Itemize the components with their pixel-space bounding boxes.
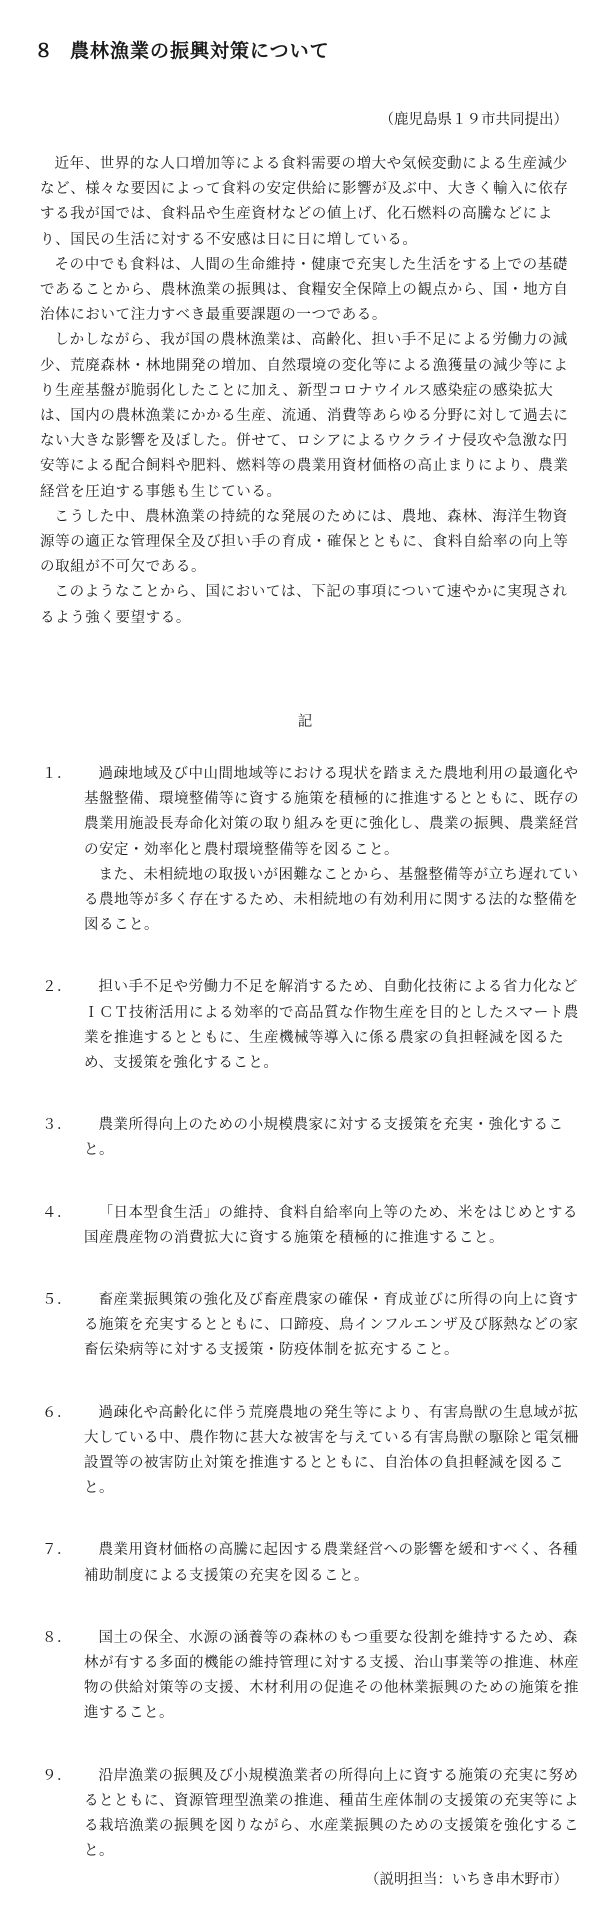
intro-section	[40, 152, 576, 631]
intro-paragraph: 近年、世界的な人口増加等による食料需要の増大や気候変動による生産減少など、様々な要因によって食料の安定供給に影響が及ぶ中、大きく輸入に依存する我が国では、食料品や生産資材などの値上げ、化石燃料の高騰などにより、国民の生活に対する不安感は日に日に増している。	[40, 156, 569, 248]
request-item	[40, 1764, 580, 1865]
item-number: ５．	[42, 1292, 72, 1309]
intro-paragraph: このようなことから、国においては、下記の事項について速やかに実現されるよう強く要望する。	[40, 584, 568, 626]
document-title	[34, 36, 330, 63]
request-item	[40, 1113, 580, 1163]
item-number: ８．	[42, 1629, 72, 1646]
request-item	[40, 1288, 580, 1364]
request-list	[40, 762, 580, 1902]
item-paragraph: 畜産業振興策の強化及び畜産農家の確保・育成並びに所得の向上に資する施策を充実するとともに、口蹄疫、鳥インフルエンザ及び豚熱などの家畜伝染病等に対する支援策・防疫体制を拡充すること。	[84, 1292, 579, 1359]
item-number: １．	[42, 766, 72, 782]
request-item	[40, 975, 580, 1076]
intro-paragraph: しかしながら、我が国の農林漁業は、高齢化、担い手不足による労働力の減少、荒廃森林・林地開発の増加、自然環境の変化等による漁獲量の減少等により生産基盤が脆弱化したことに加え、新型コロナウイルス感染症の感染拡大は、国内の農林漁業にかかる生産、流通、消費等あらゆる分野に対して過去にない大きな影響を及ぼした。併せて、ロシアによるウクライナ侵攻や急激な円安等による配合飼料や肥料、燃料等の農業用資材価格の高止まりにより、農業経営を圧迫する事態も生じている。	[40, 332, 569, 500]
item-paragraph: また、未相続地の取扱いが困難なことから、基盤整備等が立ち遅れている農地等が多く存在するため、未相続地の有効利用に関する法的な整備を図ること。	[84, 866, 579, 934]
request-item	[40, 1401, 580, 1502]
item-paragraph: 国土の保全、水源の涵養等の森林のもつ重要な役割を維持するため、森林が有する多面的機能の維持管理に対する支援、治山事業等の推進、林産物の供給対策等の支援、木材利用の促進その他林業振興のための施策を推進すること。	[84, 1629, 579, 1722]
item-paragraph: 農業用資材価格の高騰に起因する農業経営への影響を緩和すべく、各種補助制度による支援策の充実を図ること。	[84, 1542, 578, 1584]
item-number: ６．	[42, 1404, 72, 1421]
item-number: ７．	[42, 1542, 72, 1559]
title-number: ８	[34, 40, 55, 62]
item-paragraph: 過疎地域及び中山間地域等における現状を踏まえた農地利用の最適化や基盤整備、環境整備等に資する施策を積極的に推進するとともに、既存の農業用施設長寿命化対策の取り組みを更に強化し、農業の振興、農業経営の安定・効率化と農村環境整備等を図ること。	[84, 766, 579, 858]
item-number: ３．	[42, 1117, 72, 1134]
item-paragraph: 過疎化や高齢化に伴う荒廃農地の発生等により、有害鳥獣の生息域が拡大している中、農作物に甚大な被害を与えている有害鳥獣の駆除と電気柵設置等の被害防止対策を推進するとともに、自治体の負担軽減を図ること。	[84, 1404, 579, 1497]
item-paragraph: 農業所得向上のための小規模農家に対する支援策を充実・強化すること。	[84, 1117, 564, 1159]
item-number: ２．	[42, 979, 72, 996]
item-paragraph: 沿岸漁業の振興及び小規模漁業者の所得向上に資する施策の充実に努めるとともに、資源管理型漁業の推進、種苗生産体制の支援策の充実等による栽培漁業の振興を図りながら、水産業振興のための支援策を強化すること。	[84, 1767, 579, 1860]
item-paragraph: 「日本型食生活」の維持、食料自給率向上等のため、米をはじめとする国産農産物の消費拡大に資する施策を積極的に推進すること。	[84, 1204, 578, 1246]
request-item	[40, 1201, 580, 1251]
request-item	[40, 1626, 580, 1727]
intro-paragraph: こうした中、農林漁業の持続的な発展のためには、農地、森林、海洋生物資源等の適正な管理保全及び担い手の育成・確保とともに、食料自給率の向上等の取組が不可欠である。	[40, 508, 569, 576]
ki-heading: 記	[297, 714, 313, 730]
title-text: 農林漁業の振興対策について	[70, 40, 330, 62]
submitter-note: （鹿児島県１９市共同提出）	[379, 112, 568, 128]
explanation-contact: （説明担当：いちき串木野市）	[365, 1872, 568, 1888]
intro-paragraph: その中でも食料は、人間の生命維持・健康で充実した生活をする上での基礎であることから、農林漁業の振興は、食糧安全保障上の観点から、国・地方自治体において注力すべき最重要課題の一つである。	[40, 256, 569, 324]
request-item	[40, 1538, 580, 1588]
request-item	[40, 762, 580, 938]
item-paragraph: 担い手不足や労働力不足を解消するため、自動化技術による省力化などＩＣＴ技術活用による効率的で高品質な作物生産を目的としたスマート農業を推進するとともに、生産機械等導入に係る農家の負担軽減を図るため、支援策を強化すること。	[84, 979, 579, 1072]
item-number: ４．	[42, 1204, 72, 1221]
item-number: ９．	[42, 1767, 72, 1784]
